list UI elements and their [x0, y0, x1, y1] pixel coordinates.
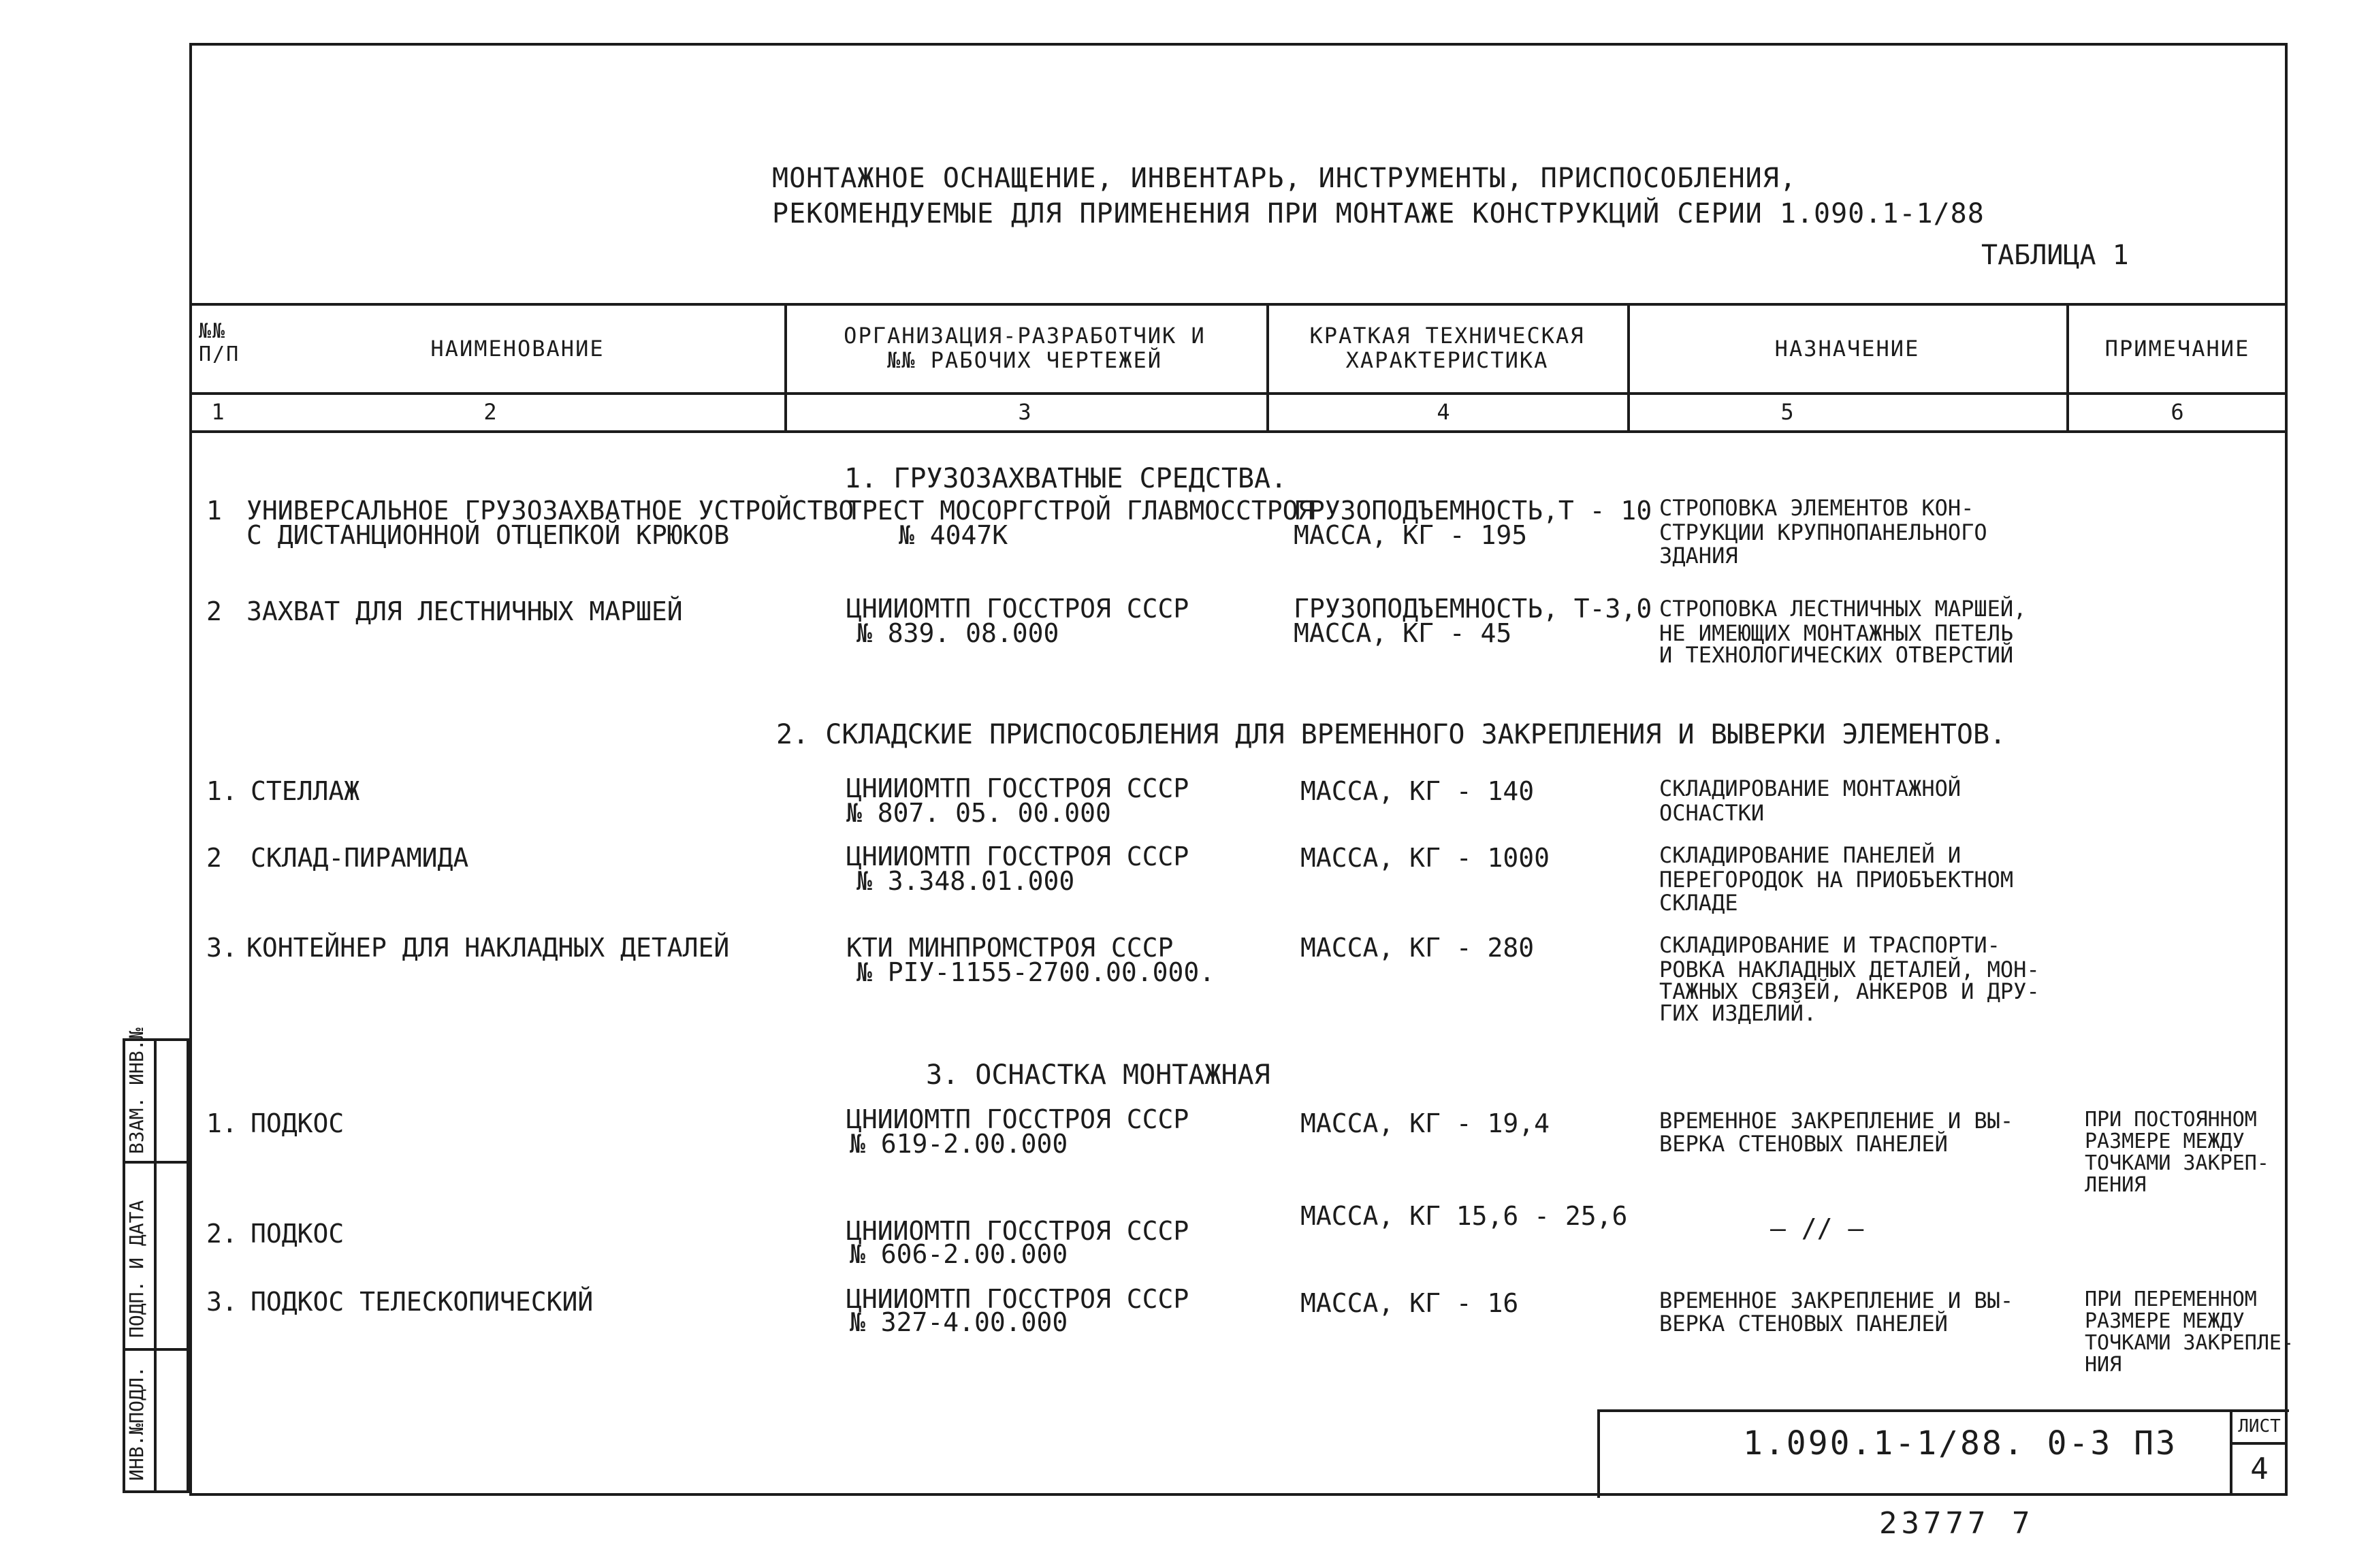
row-spec: МАССА, КГ - 280 — [1300, 933, 1535, 963]
row-purpose: ТАЖНЫХ СВЯЗЕЙ, АНКЕРОВ И ДРУ- — [1659, 978, 2040, 1004]
header-col4-line2: ХАРАКТЕРИСТИКА — [1345, 347, 1549, 373]
header-top-line — [189, 303, 2288, 306]
row-purpose: СТРУКЦИИ КРУПНОПАНЕЛЬНОГО — [1659, 519, 1987, 545]
row-drawing-number: № 4047К — [899, 520, 1008, 550]
row-number: 3. — [206, 1287, 238, 1317]
header-col2: НАИМЕНОВАНИЕ — [430, 336, 605, 362]
header-col3-line2: №№ РАБОЧИХ ЧЕРТЕЖЕЙ — [886, 347, 1163, 373]
row-purpose: СКЛАДЕ — [1659, 890, 1738, 916]
row-spec: ГРУЗОПОДЪЕМНОСТЬ, Т-3,0 — [1294, 594, 1652, 624]
sheet-label: ЛИСТ — [2238, 1416, 2281, 1437]
col-divider-5-6 — [2066, 303, 2069, 430]
side-label-signature-date: ПОДП. И ДАТА — [125, 1200, 148, 1338]
row-purpose: СКЛАДИРОВАНИЕ И ТРАСПОРТИ- — [1659, 932, 2000, 958]
row-spec: МАССА, КГ - 19,4 — [1300, 1108, 1550, 1138]
column-number-3: 3 — [1018, 399, 1031, 425]
row-number: 1 — [206, 496, 222, 526]
row-organization: ЦНИИОМТП ГОССТРОЯ СССР — [846, 773, 1189, 803]
row-name: ЗАХВАТ ДЛЯ ЛЕСТНИЧНЫХ МАРШЕЙ — [246, 596, 683, 626]
row-name: ПОДКОС — [251, 1108, 345, 1138]
col-divider-2-3 — [784, 303, 787, 430]
section-title: 2. СКЛАДСКИЕ ПРИСПОСОБЛЕНИЯ ДЛЯ ВРЕМЕННОГО ЗАКРЕПЛЕНИЯ И ВЫВЕРКИ ЭЛЕМЕНТОВ. — [776, 719, 2006, 750]
row-note: ПРИ ПОСТОЯННОМ — [2085, 1108, 2257, 1132]
frame-right-border — [2285, 43, 2288, 1496]
row-number: 2. — [206, 1219, 238, 1249]
side-label-inventory: ИНВ.№ПОДЛ. — [125, 1366, 148, 1481]
row-drawing-number: № 606-2.00.000 — [850, 1239, 1068, 1269]
row-organization: ЦНИИОМТП ГОССТРОЯ СССР — [846, 1284, 1189, 1314]
row-purpose: И ТЕХНОЛОГИЧЕСКИХ ОТВЕРСТИЙ — [1659, 642, 2014, 668]
row-purpose: СТРОПОВКА ЛЕСТНИЧНЫХ МАРШЕЙ, — [1659, 596, 2027, 622]
side-label-replacement: ВЗАМ. ИНВ.№ — [125, 1027, 148, 1154]
row-number: 1. — [206, 1108, 238, 1138]
col-divider-4-5 — [1627, 303, 1630, 430]
row-spec: МАССА, КГ 15,6 - 25,6 — [1300, 1201, 1628, 1231]
row-drawing-number: № 3.348.01.000 — [856, 866, 1075, 896]
row-drawing-number: № 839. 08.000 — [856, 618, 1059, 648]
header-col6: ПРИМЕЧАНИЕ — [2104, 336, 2250, 362]
row-purpose: СКЛАДИРОВАНИЕ МОНТАЖНОЙ — [1659, 775, 1961, 801]
row-purpose: СКЛАДИРОВАНИЕ ПАНЕЛЕЙ И — [1659, 842, 1961, 868]
row-spec: ГРУЗОПОДЪЕМНОСТЬ,Т - 10 — [1294, 496, 1652, 526]
document-code: 1.090.1-1/88. 0-3 ПЗ — [1743, 1424, 2177, 1462]
row-organization: ЦНИИОМТП ГОССТРОЯ СССР — [846, 594, 1189, 624]
inventory-number: 23777 7 — [1879, 1506, 2034, 1541]
row-number: 3. — [206, 933, 238, 963]
row-purpose: ВРЕМЕННОЕ ЗАКРЕПЛЕНИЕ И ВЫ- — [1659, 1108, 2014, 1134]
frame-left-border — [189, 43, 192, 1496]
row-drawing-number: № 327-4.00.000 — [850, 1307, 1068, 1337]
row-number: 1. — [206, 776, 238, 806]
row-purpose: ВЕРКА СТЕНОВЫХ ПАНЕЛЕЙ — [1659, 1131, 1948, 1157]
row-spec: МАССА, КГ - 1000 — [1300, 843, 1550, 873]
column-number-6: 6 — [2171, 399, 2184, 425]
row-note: ТОЧКАМИ ЗАКРЕПЛЕ- — [2085, 1331, 2294, 1355]
row-note: ЛЕНИЯ — [2085, 1173, 2147, 1197]
row-organization: КТИ МИНПРОМСТРОЯ СССР — [846, 933, 1174, 963]
row-note: РАЗМЕРЕ МЕЖДУ — [2085, 1130, 2245, 1153]
row-drawing-number: № РІУ-1155-2700.00.000. — [856, 957, 1215, 987]
column-number-1: 1 — [211, 399, 225, 425]
sheet-number: 4 — [2250, 1452, 2269, 1486]
header-bottom-line — [189, 392, 2288, 395]
table-number-label: ТАБЛИЦА 1 — [1981, 240, 2129, 271]
column-numbers-bottom-line — [189, 430, 2288, 433]
row-name: КОНТЕЙНЕР ДЛЯ НАКЛАДНЫХ ДЕТАЛЕЙ — [246, 933, 730, 963]
column-number-5: 5 — [1780, 399, 1794, 425]
section-title: 1. ГРУЗОЗАХВАТНЫЕ СРЕДСТВА. — [844, 463, 1287, 494]
row-number: 2 — [206, 596, 222, 626]
row-organization: ЦНИИОМТП ГОССТРОЯ СССР — [846, 1104, 1189, 1134]
row-spec: МАССА, КГ - 195 — [1294, 520, 1528, 550]
row-purpose: ЗДАНИЯ — [1659, 543, 1738, 569]
row-spec: МАССА, КГ - 16 — [1300, 1288, 1519, 1318]
header-col3-line1: ОРГАНИЗАЦИЯ-РАЗРАБОТЧИК И — [844, 323, 1206, 349]
row-organization: ТРЕСТ МОСОРГСТРОЙ ГЛАВМОССТРОЯ — [846, 496, 1314, 526]
row-purpose-ditto: — // — — [1770, 1213, 1864, 1243]
section-title: 3. ОСНАСТКА МОНТАЖНАЯ — [926, 1059, 1270, 1091]
row-spec: МАССА, КГ - 140 — [1300, 776, 1535, 806]
row-organization: ЦНИИОМТП ГОССТРОЯ СССР — [846, 842, 1189, 871]
row-note: ПРИ ПЕРЕМЕННОМ — [2085, 1287, 2257, 1311]
row-name: СКЛАД-ПИРАМИДА — [251, 843, 469, 873]
column-number-2: 2 — [483, 399, 497, 425]
row-purpose: ВРЕМЕННОЕ ЗАКРЕПЛЕНИЕ И ВЫ- — [1659, 1287, 2014, 1313]
row-purpose: РОВКА НАКЛАДНЫХ ДЕТАЛЕЙ, МОН- — [1659, 957, 2040, 982]
side-strip-line — [123, 1348, 189, 1351]
row-note: НИЯ — [2085, 1353, 2122, 1377]
side-strip-line — [123, 1161, 189, 1164]
row-name: ПОДКОС — [251, 1219, 345, 1249]
row-name: УНИВЕРСАЛЬНОЕ ГРУЗОЗАХВАТНОЕ УСТРОЙСТВО — [246, 496, 854, 526]
row-note: ТОЧКАМИ ЗАКРЕП- — [2085, 1151, 2269, 1175]
row-organization: ЦНИИОМТП ГОССТРОЯ СССР — [846, 1216, 1189, 1246]
row-name: С ДИСТАНЦИОННОЙ ОТЦЕПКОЙ КРЮКОВ — [246, 520, 730, 550]
document-title-line1: МОНТАЖНОЕ ОСНАЩЕНИЕ, ИНВЕНТАРЬ, ИНСТРУМЕНТЫ, ПРИСПОСОБЛЕНИЯ, — [772, 163, 1797, 194]
row-spec: МАССА, КГ - 45 — [1294, 618, 1512, 648]
row-purpose: ВЕРКА СТЕНОВЫХ ПАНЕЛЕЙ — [1659, 1311, 1948, 1337]
row-drawing-number: № 807. 05. 00.000 — [846, 798, 1111, 828]
header-col1: №№ П/П — [199, 319, 240, 366]
row-purpose: СТРОПОВКА ЭЛЕМЕНТОВ КОН- — [1659, 495, 1974, 521]
document-title-line2: РЕКОМЕНДУЕМЫЕ ДЛЯ ПРИМЕНЕНИЯ ПРИ МОНТАЖЕ КОНСТРУКЦИЙ СЕРИИ 1.090.1-1/88 — [772, 198, 1985, 229]
column-number-4: 4 — [1437, 399, 1450, 425]
frame-top-border — [189, 43, 2288, 46]
header-col4-line1: КРАТКАЯ ТЕХНИЧЕСКАЯ — [1309, 323, 1585, 349]
row-drawing-number: № 619-2.00.000 — [850, 1129, 1068, 1159]
row-purpose: ПЕРЕГОРОДОК НА ПРИОБЪЕКТНОМ — [1659, 867, 2014, 893]
row-purpose: ОСНАСТКИ — [1659, 800, 1765, 826]
row-name: СТЕЛЛАЖ — [251, 776, 360, 806]
row-name: ПОДКОС ТЕЛЕСКОПИЧЕСКИЙ — [251, 1287, 594, 1317]
row-purpose: ГИХ ИЗДЕЛИЙ. — [1659, 1000, 1817, 1026]
side-strip-divider — [154, 1038, 157, 1493]
col-divider-3-4 — [1266, 303, 1269, 430]
row-note: РАЗМЕРЕ МЕЖДУ — [2085, 1309, 2245, 1333]
sheet-box-divider — [2230, 1442, 2286, 1445]
row-purpose: НЕ ИМЕЮЩИХ МОНТАЖНЫХ ПЕТЕЛЬ — [1659, 620, 2014, 646]
header-col5: НАЗНАЧЕНИЕ — [1774, 336, 1920, 362]
row-number: 2 — [206, 843, 222, 873]
